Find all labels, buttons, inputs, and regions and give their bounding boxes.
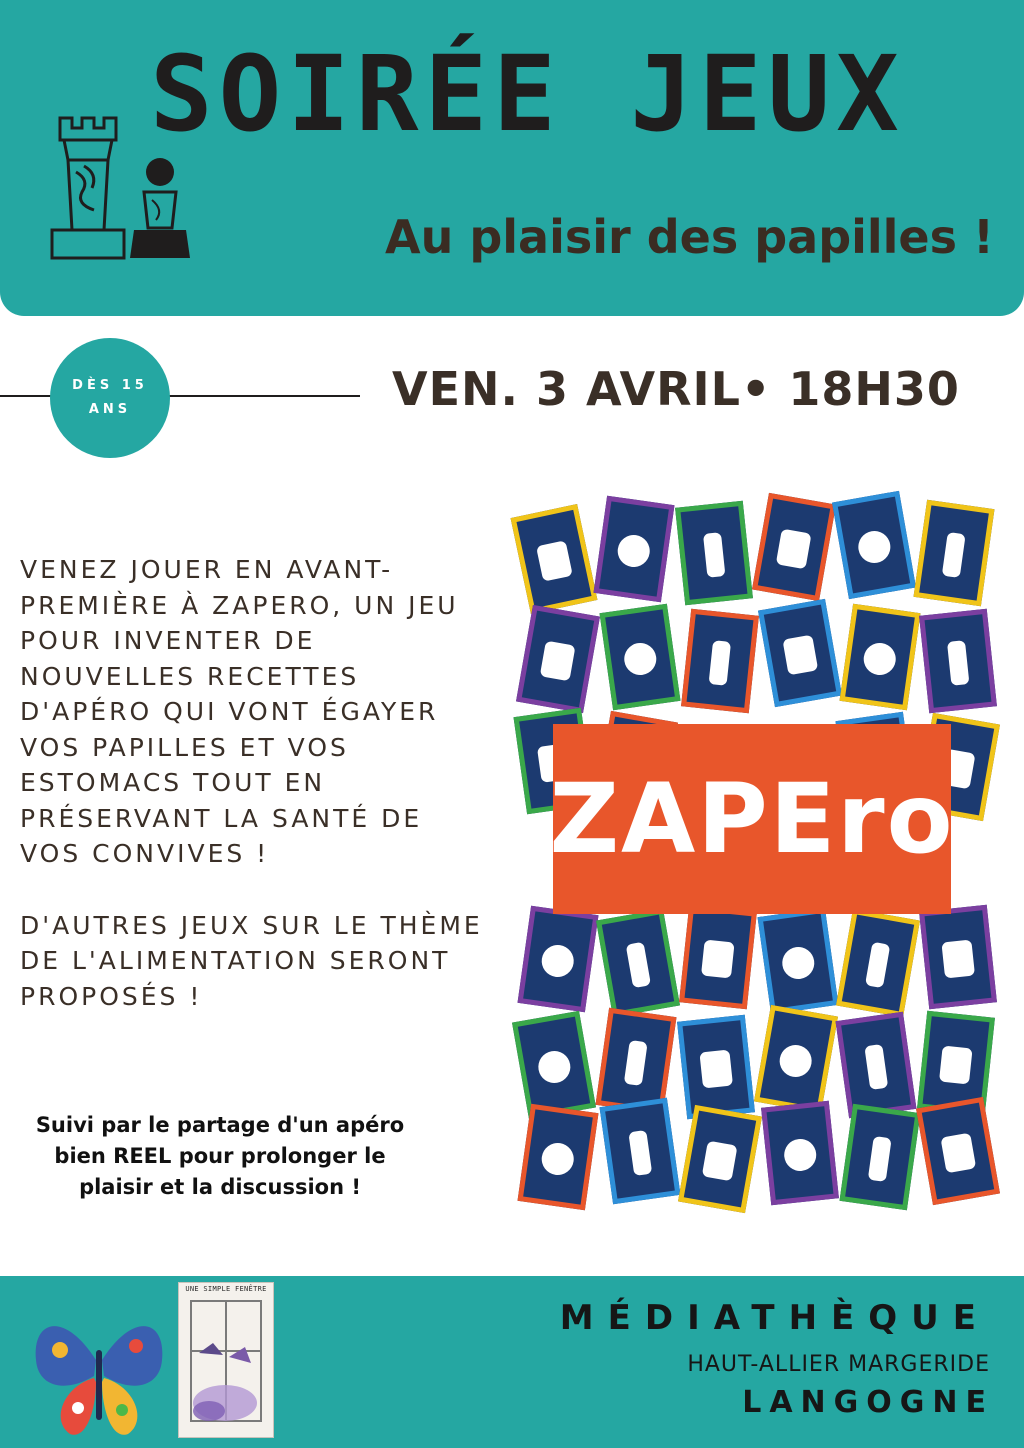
logo-window-caption: UNE SIMPLE FENÊTRE	[185, 1285, 267, 1293]
card-icon	[703, 532, 726, 578]
description-paragraph-1: VENEZ JOUER EN AVANT-PREMIÈRE À ZAPERO, UN JEU POUR INVENTER DE NOUVELLES RECETTES D'APÉRO QUI VONT ÉGAYER VOS PAPILLES ET VOS ESTOMACS TOUT EN PRÉSERVANT LA SANTÉ DE VOS CONVIVES !	[20, 555, 459, 868]
game-card	[679, 905, 757, 1010]
venue-town: LANGOGNE	[742, 1385, 994, 1420]
card-icon	[616, 533, 652, 569]
game-card	[596, 909, 680, 1017]
card-icon	[776, 528, 812, 569]
game-card	[840, 604, 921, 711]
card-icon	[940, 1132, 976, 1173]
description-paragraph-2: D'AUTRES JEUX SUR LE THÈME DE L'ALIMENTATION SERONT PROPOSÉS !	[20, 910, 483, 1011]
game-card	[836, 1012, 917, 1119]
card-icon	[947, 640, 970, 686]
age-badge	[50, 338, 170, 458]
game-card	[518, 906, 599, 1013]
card-icon	[701, 939, 735, 978]
venue-name: MÉDIATHÈQUE	[559, 1298, 990, 1338]
game-card	[512, 1011, 596, 1119]
card-icon	[777, 1042, 814, 1079]
card-icon	[856, 528, 893, 565]
age-badge-line1: DÈS 15	[72, 378, 148, 393]
card-icon	[941, 939, 975, 978]
game-card	[916, 1097, 1000, 1205]
card-icon	[702, 1140, 738, 1181]
card-icon	[536, 1048, 573, 1085]
venue-region: HAUT-ALLIER MARGERIDE	[687, 1352, 990, 1377]
card-icon	[782, 634, 818, 675]
card-icon	[536, 540, 573, 581]
butterfly-logo-icon	[24, 1290, 174, 1440]
game-card	[594, 496, 675, 603]
card-icon	[868, 1136, 892, 1182]
card-icon	[709, 640, 732, 686]
card-icon	[780, 945, 816, 981]
game-card	[677, 1015, 755, 1120]
game-card	[758, 908, 839, 1015]
card-icon	[540, 943, 576, 979]
event-description	[20, 552, 490, 1014]
follow-up-note: Suivi par le partage d'un apéro bien REEL pour prolonger le plaisir et la discussion !	[35, 1113, 405, 1199]
game-card	[511, 504, 598, 614]
card-icon	[699, 1049, 733, 1088]
card-icon	[864, 1044, 888, 1090]
card-icon	[783, 1137, 818, 1172]
game-card	[675, 501, 753, 606]
game-card	[600, 1098, 681, 1205]
game-logo-banner	[549, 724, 955, 914]
game-card	[832, 491, 916, 599]
page-title: SOIRÉE JEUX	[150, 33, 905, 155]
game-card	[840, 1104, 921, 1211]
game-card	[681, 609, 759, 714]
card-icon	[939, 1045, 973, 1084]
game-card	[919, 609, 997, 714]
game-card	[758, 599, 842, 707]
card-icon	[540, 1141, 576, 1177]
game-card	[600, 604, 681, 711]
game-card	[518, 1104, 599, 1211]
game-card	[516, 605, 600, 713]
card-icon	[865, 941, 890, 987]
game-card	[914, 500, 995, 607]
card-icon	[624, 1040, 648, 1086]
card-icon	[540, 640, 576, 681]
card-icon	[942, 532, 966, 578]
game-card	[836, 909, 920, 1017]
game-card	[754, 1005, 838, 1113]
card-icon	[628, 1130, 652, 1176]
age-badge-line2: ANS	[88, 402, 132, 417]
event-date: VEN. 3 AVRIL• 18H30	[392, 362, 960, 416]
card-icon	[862, 641, 898, 677]
game-card	[761, 1101, 839, 1206]
card-icon	[622, 641, 658, 677]
window-illustration-icon	[179, 1293, 273, 1433]
game-logo-text: ZAPEro	[549, 763, 955, 875]
page-subtitle: Au plaisir des papilles !	[384, 210, 994, 264]
game-card	[919, 905, 997, 1010]
une-simple-fenetre-logo	[178, 1282, 274, 1438]
card-icon	[626, 941, 651, 987]
game-card	[752, 493, 836, 601]
game-card	[678, 1105, 762, 1213]
